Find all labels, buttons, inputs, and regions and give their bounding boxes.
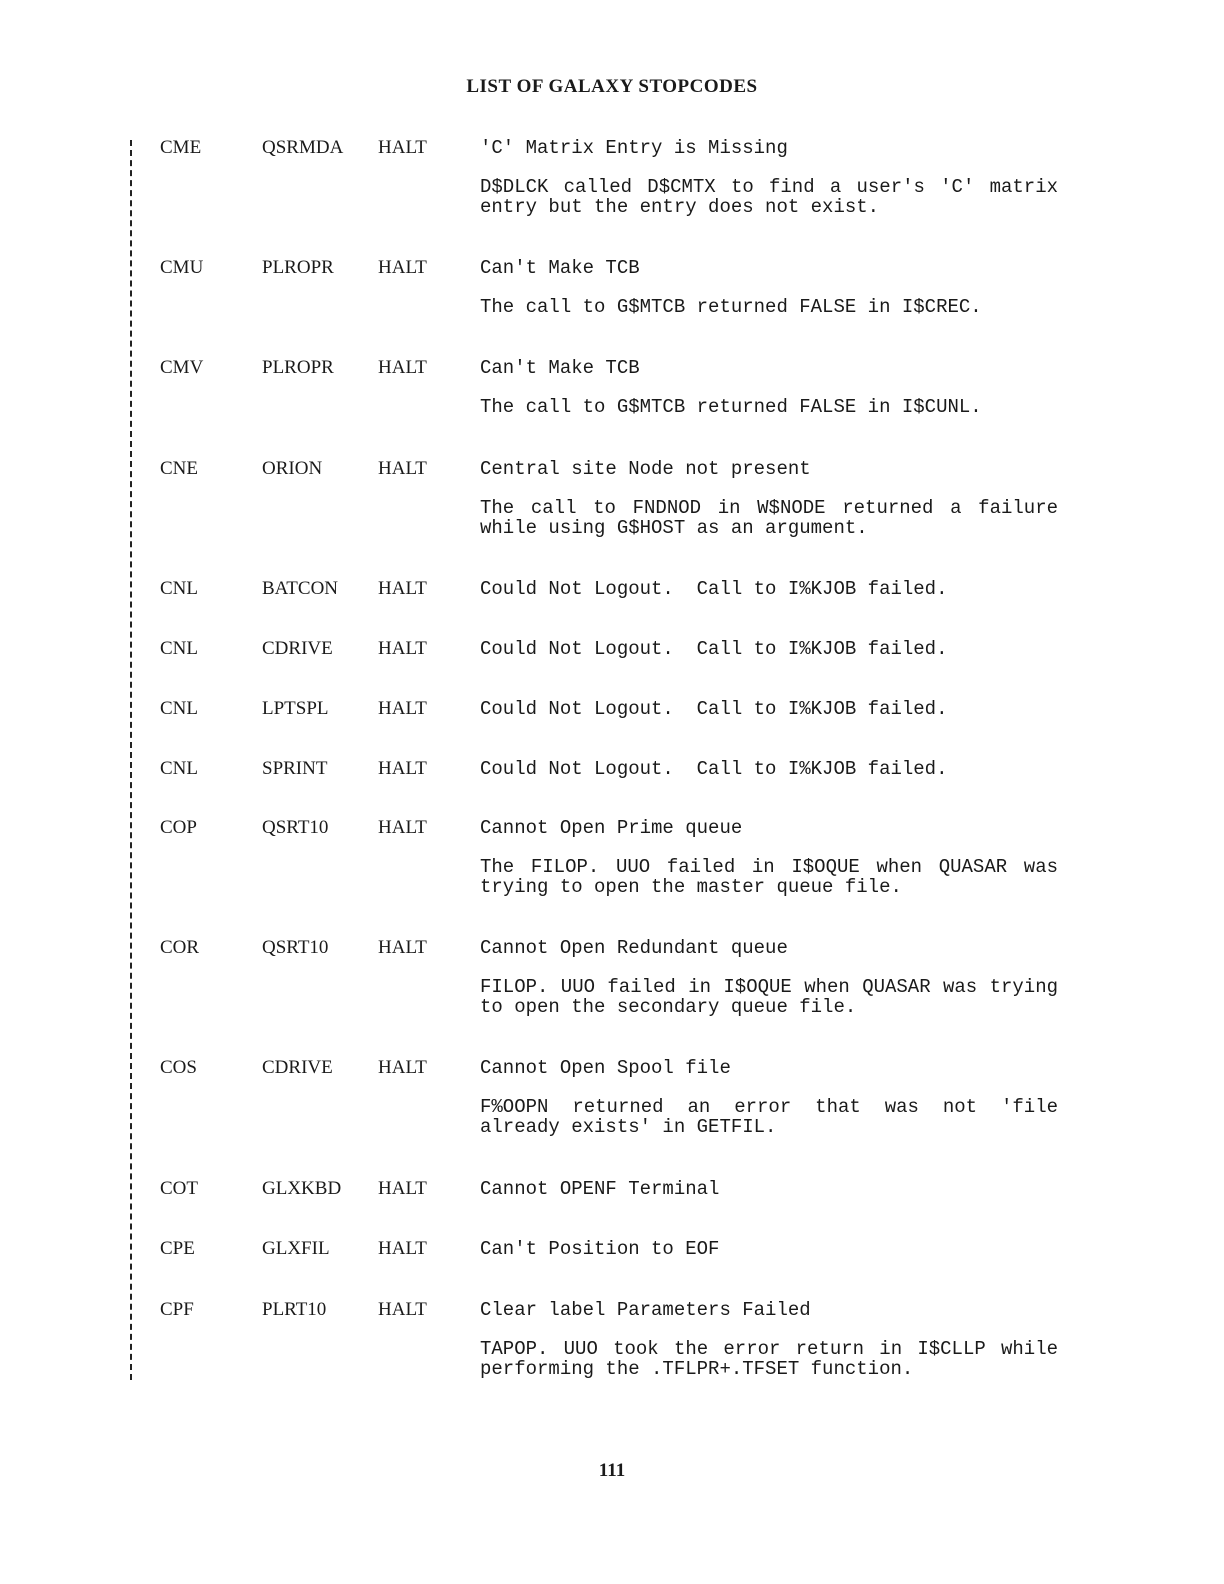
stopcode-heading: Central site Node not present [480,458,811,480]
stopcode-heading: Cannot OPENF Terminal [480,1178,720,1200]
stopcode-heading: Can't Make TCB [480,357,640,379]
stopcode-heading: Clear label Parameters Failed [480,1299,811,1321]
module-name: LPTSPL [262,698,329,719]
module-name: CDRIVE [262,638,333,659]
stopcode: CNL [160,578,198,599]
page-number: 111 [598,1460,626,1481]
page-title: LIST OF GALAXY STOPCODES [466,76,758,97]
severity: HALT [378,458,427,479]
stopcode-heading: Could Not Logout. Call to I%KJOB failed. [480,638,948,660]
stopcode: CMU [160,257,204,278]
stopcode: CME [160,137,202,158]
module-name: QSRT10 [262,937,329,958]
severity: HALT [378,1178,427,1199]
module-name: GLXKBD [262,1178,342,1199]
stopcode-description: The FILOP. UUO failed in I$OQUE when QUASAR was trying to open the master queue file. [480,856,1070,898]
stopcode-description: D$DLCK called D$CMTX to find a user's 'C' matrix entry but the entry does not exist. [480,176,1070,218]
stopcode-heading: 'C' Matrix Entry is Missing [480,137,788,159]
severity: HALT [378,698,427,719]
severity: HALT [378,937,427,958]
change-bar [130,140,134,1380]
severity: HALT [378,357,427,378]
stopcode: CMV [160,357,204,378]
stopcode: CNL [160,758,198,779]
module-name: PLROPR [262,257,334,278]
stopcode-heading: Cannot Open Redundant queue [480,937,788,959]
module-name: GLXFIL [262,1238,330,1259]
stopcode: COP [160,817,197,838]
stopcode-description: The call to G$MTCB returned FALSE in I$CUNL. [480,396,982,418]
severity: HALT [378,817,427,838]
stopcode-heading: Can't Position to EOF [480,1238,720,1260]
stopcode-heading: Could Not Logout. Call to I%KJOB failed. [480,578,948,600]
severity: HALT [378,1057,427,1078]
module-name: ORION [262,458,323,479]
module-name: QSRT10 [262,817,329,838]
module-name: QSRMDA [262,137,344,158]
stopcode: CNL [160,638,198,659]
stopcode-heading: Can't Make TCB [480,257,640,279]
stopcode-description: FILOP. UUO failed in I$OQUE when QUASAR was trying to open the secondary queue file. [480,976,1070,1018]
severity: HALT [378,1238,427,1259]
stopcode: COR [160,937,200,958]
module-name: PLRT10 [262,1299,327,1320]
severity: HALT [378,758,427,779]
severity: HALT [378,137,427,158]
stopcode-heading: Could Not Logout. Call to I%KJOB failed. [480,698,948,720]
severity: HALT [378,578,427,599]
stopcode: COS [160,1057,197,1078]
stopcode-description: TAPOP. UUO took the error return in I$CLLP while performing the .TFLPR+.TFSET function. [480,1338,1070,1380]
module-name: CDRIVE [262,1057,333,1078]
stopcode-heading: Could Not Logout. Call to I%KJOB failed. [480,758,948,780]
stopcode-heading: Cannot Open Prime queue [480,817,743,839]
severity: HALT [378,1299,427,1320]
module-name: PLROPR [262,357,334,378]
stopcode-description: The call to G$MTCB returned FALSE in I$CREC. [480,296,982,318]
stopcode-description: The call to FNDNOD in W$NODE returned a failure while using G$HOST as an argument. [480,497,1070,539]
stopcode-description: F%OOPN returned an error that was not 'file already exists' in GETFIL. [480,1096,1070,1138]
module-name: SPRINT [262,758,328,779]
stopcode: CPE [160,1238,195,1259]
stopcode-heading: Cannot Open Spool file [480,1057,731,1079]
stopcode: CNL [160,698,198,719]
severity: HALT [378,257,427,278]
stopcode: COT [160,1178,198,1199]
severity: HALT [378,638,427,659]
stopcode: CPF [160,1299,194,1320]
stopcode: CNE [160,458,198,479]
module-name: BATCON [262,578,339,599]
